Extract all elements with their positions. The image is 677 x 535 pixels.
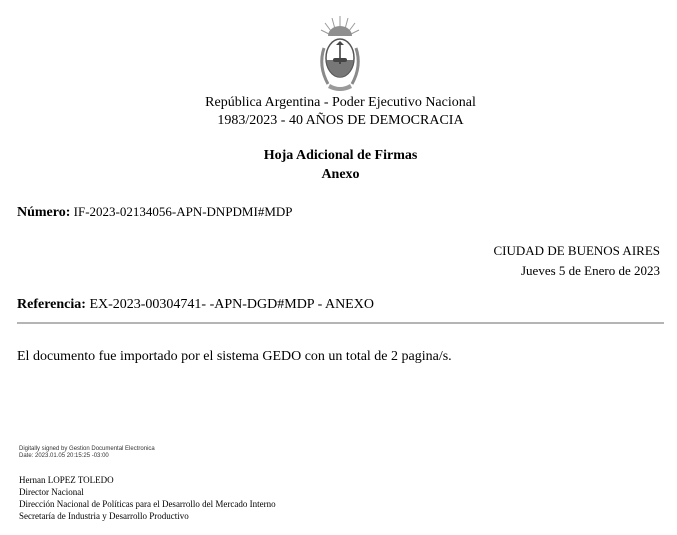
body-text: El documento fue importado por el sistema GEDO con un total de 2 pagina/s. [17,349,452,364]
referencia-label: Referencia: [17,297,86,312]
numero-label: Número: [17,205,71,220]
signer-title: Director Nacional [19,487,84,497]
coat-of-arms-icon [314,14,366,94]
referencia-row [17,297,374,313]
numero-value: IF-2023-02134056-APN-DNPDMI#MDP [73,204,293,219]
digital-signature-by: Digitally signed by Gestion Documental Electronica [19,446,155,452]
document-title: Hoja Adicional de Firmas [263,148,418,163]
header-democracia: 1983/2023 - 40 AÑOS DE DEMOCRACIA [217,113,464,128]
divider [17,322,664,324]
signer-name: Hernan LOPEZ TOLEDO [19,475,114,485]
signer-department: Dirección Nacional de Políticas para el Desarrollo del Mercado Interno [19,499,276,509]
date: Jueves 5 de Enero de 2023 [521,263,660,278]
digital-signature-date: Date: 2023.01.05 20:15:25 -03:00 [19,453,109,459]
signer-organization: Secretaría de Industria y Desarrollo Productivo [19,511,189,521]
header-republica: República Argentina - Poder Ejecutivo Nacional [205,95,476,110]
numero-row [17,204,293,221]
document-subtitle: Anexo [321,167,360,182]
city: CIUDAD DE BUENOS AIRES [493,243,660,258]
referencia-value: EX-2023-00304741- -APN-DGD#MDP - ANEXO [89,297,374,312]
